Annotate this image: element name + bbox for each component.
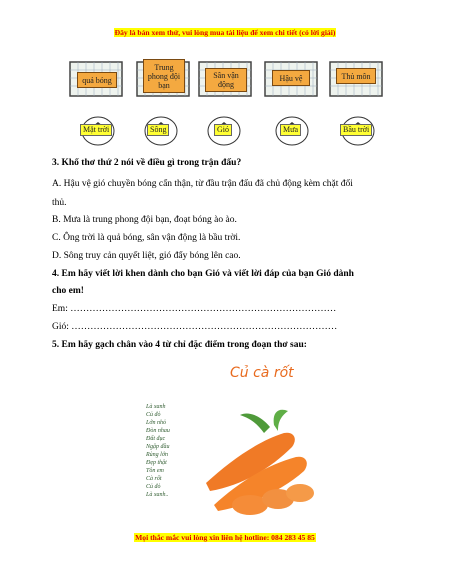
poem-line: Củ đỏ	[146, 484, 161, 490]
goal-row	[63, 54, 383, 104]
ball-label: Mặt trời	[80, 124, 112, 136]
question-5-title: 5. Em hãy gạch chân vào 4 từ chỉ đặc điểm trong đoạn thơ sau:	[52, 340, 307, 350]
goal-label: Thủ môn	[336, 68, 376, 84]
carrot-poem	[146, 403, 170, 499]
question-3-title: 3. Khổ thơ thứ 2 nói về điều gì trong trận đấu?	[52, 158, 242, 168]
answer-line-gio: Gió: …………………………………………………………………………	[52, 322, 338, 332]
ball-row	[75, 116, 385, 146]
goal-label: Trung phong đội bạn	[143, 59, 185, 93]
ball-label: Bầu trời	[340, 124, 372, 136]
goal-net	[135, 58, 191, 98]
question-4-title-continued: cho em!	[52, 286, 84, 296]
poem-line: Rủng lớn	[146, 452, 169, 458]
option-c: C. Ông trời là quả bóng, sân vận động là bầu trời.	[52, 233, 241, 243]
ball-label: Mưa	[280, 124, 301, 136]
poem-line: Là xanh	[146, 404, 166, 410]
poem-line: Đòn nhau	[146, 428, 170, 434]
question-4-title: 4. Em hãy viết lời khen dành cho bạn Gió và viết lời đáp của bạn Gió dành	[52, 269, 354, 279]
answer-line-em: Em: …………………………………………………………………………	[52, 304, 337, 314]
goal-net	[68, 58, 124, 98]
goal-label: Sân vận động	[205, 68, 247, 92]
poem-line: Đất đục	[146, 436, 166, 442]
preview-banner: Đây là bản xem thử, vui lòng mua tài liệu để xem chi tiết (có lời giải)	[114, 28, 336, 37]
goal-label: quả bóng	[77, 72, 117, 88]
option-d: D. Sông truy cản quyết liệt, gió đẩy bóng lên cao.	[52, 251, 241, 261]
poem-line: Là xanh..	[146, 492, 169, 498]
option-b: B. Mưa là trung phong đội bạn, đoạt bóng ào ào.	[52, 215, 237, 225]
poem-line: Lớn nhỏ	[146, 420, 167, 426]
goal-net	[197, 58, 253, 98]
soccer-ball-icon	[143, 116, 179, 146]
ball-label: Sông	[147, 124, 169, 136]
carrot-icon	[200, 409, 318, 519]
goal-label: Hậu vệ	[272, 70, 310, 86]
option-a-continued: thủ.	[52, 198, 67, 208]
hotline-footer: Mọi thắc mắc vui lòng xin liên hệ hotline: 084 283 45 85	[135, 533, 315, 542]
goal-net	[263, 58, 319, 98]
carrot-poem-image	[138, 357, 321, 527]
poem-line: Cà rốt	[146, 476, 162, 482]
soccer-ball-icon	[206, 116, 242, 146]
option-a: A. Hậu vệ gió chuyền bóng cẩn thận, từ đầu trận đấu đã chủ động kèm chặt đối	[52, 179, 353, 189]
soccer-ball-icon	[274, 116, 310, 146]
poem-line: Đẹp thật	[146, 460, 167, 466]
goal-net	[328, 58, 384, 98]
poem-line: Củ đỏ	[146, 412, 161, 418]
carrot-title: Củ cà rốt	[230, 365, 294, 381]
soccer-ball-icon	[340, 116, 376, 146]
soccer-ball-icon	[80, 116, 116, 146]
poem-line: Tôn em	[146, 468, 164, 474]
ball-label: Gió	[214, 124, 232, 136]
poem-line: Ngập đầu	[146, 444, 170, 450]
